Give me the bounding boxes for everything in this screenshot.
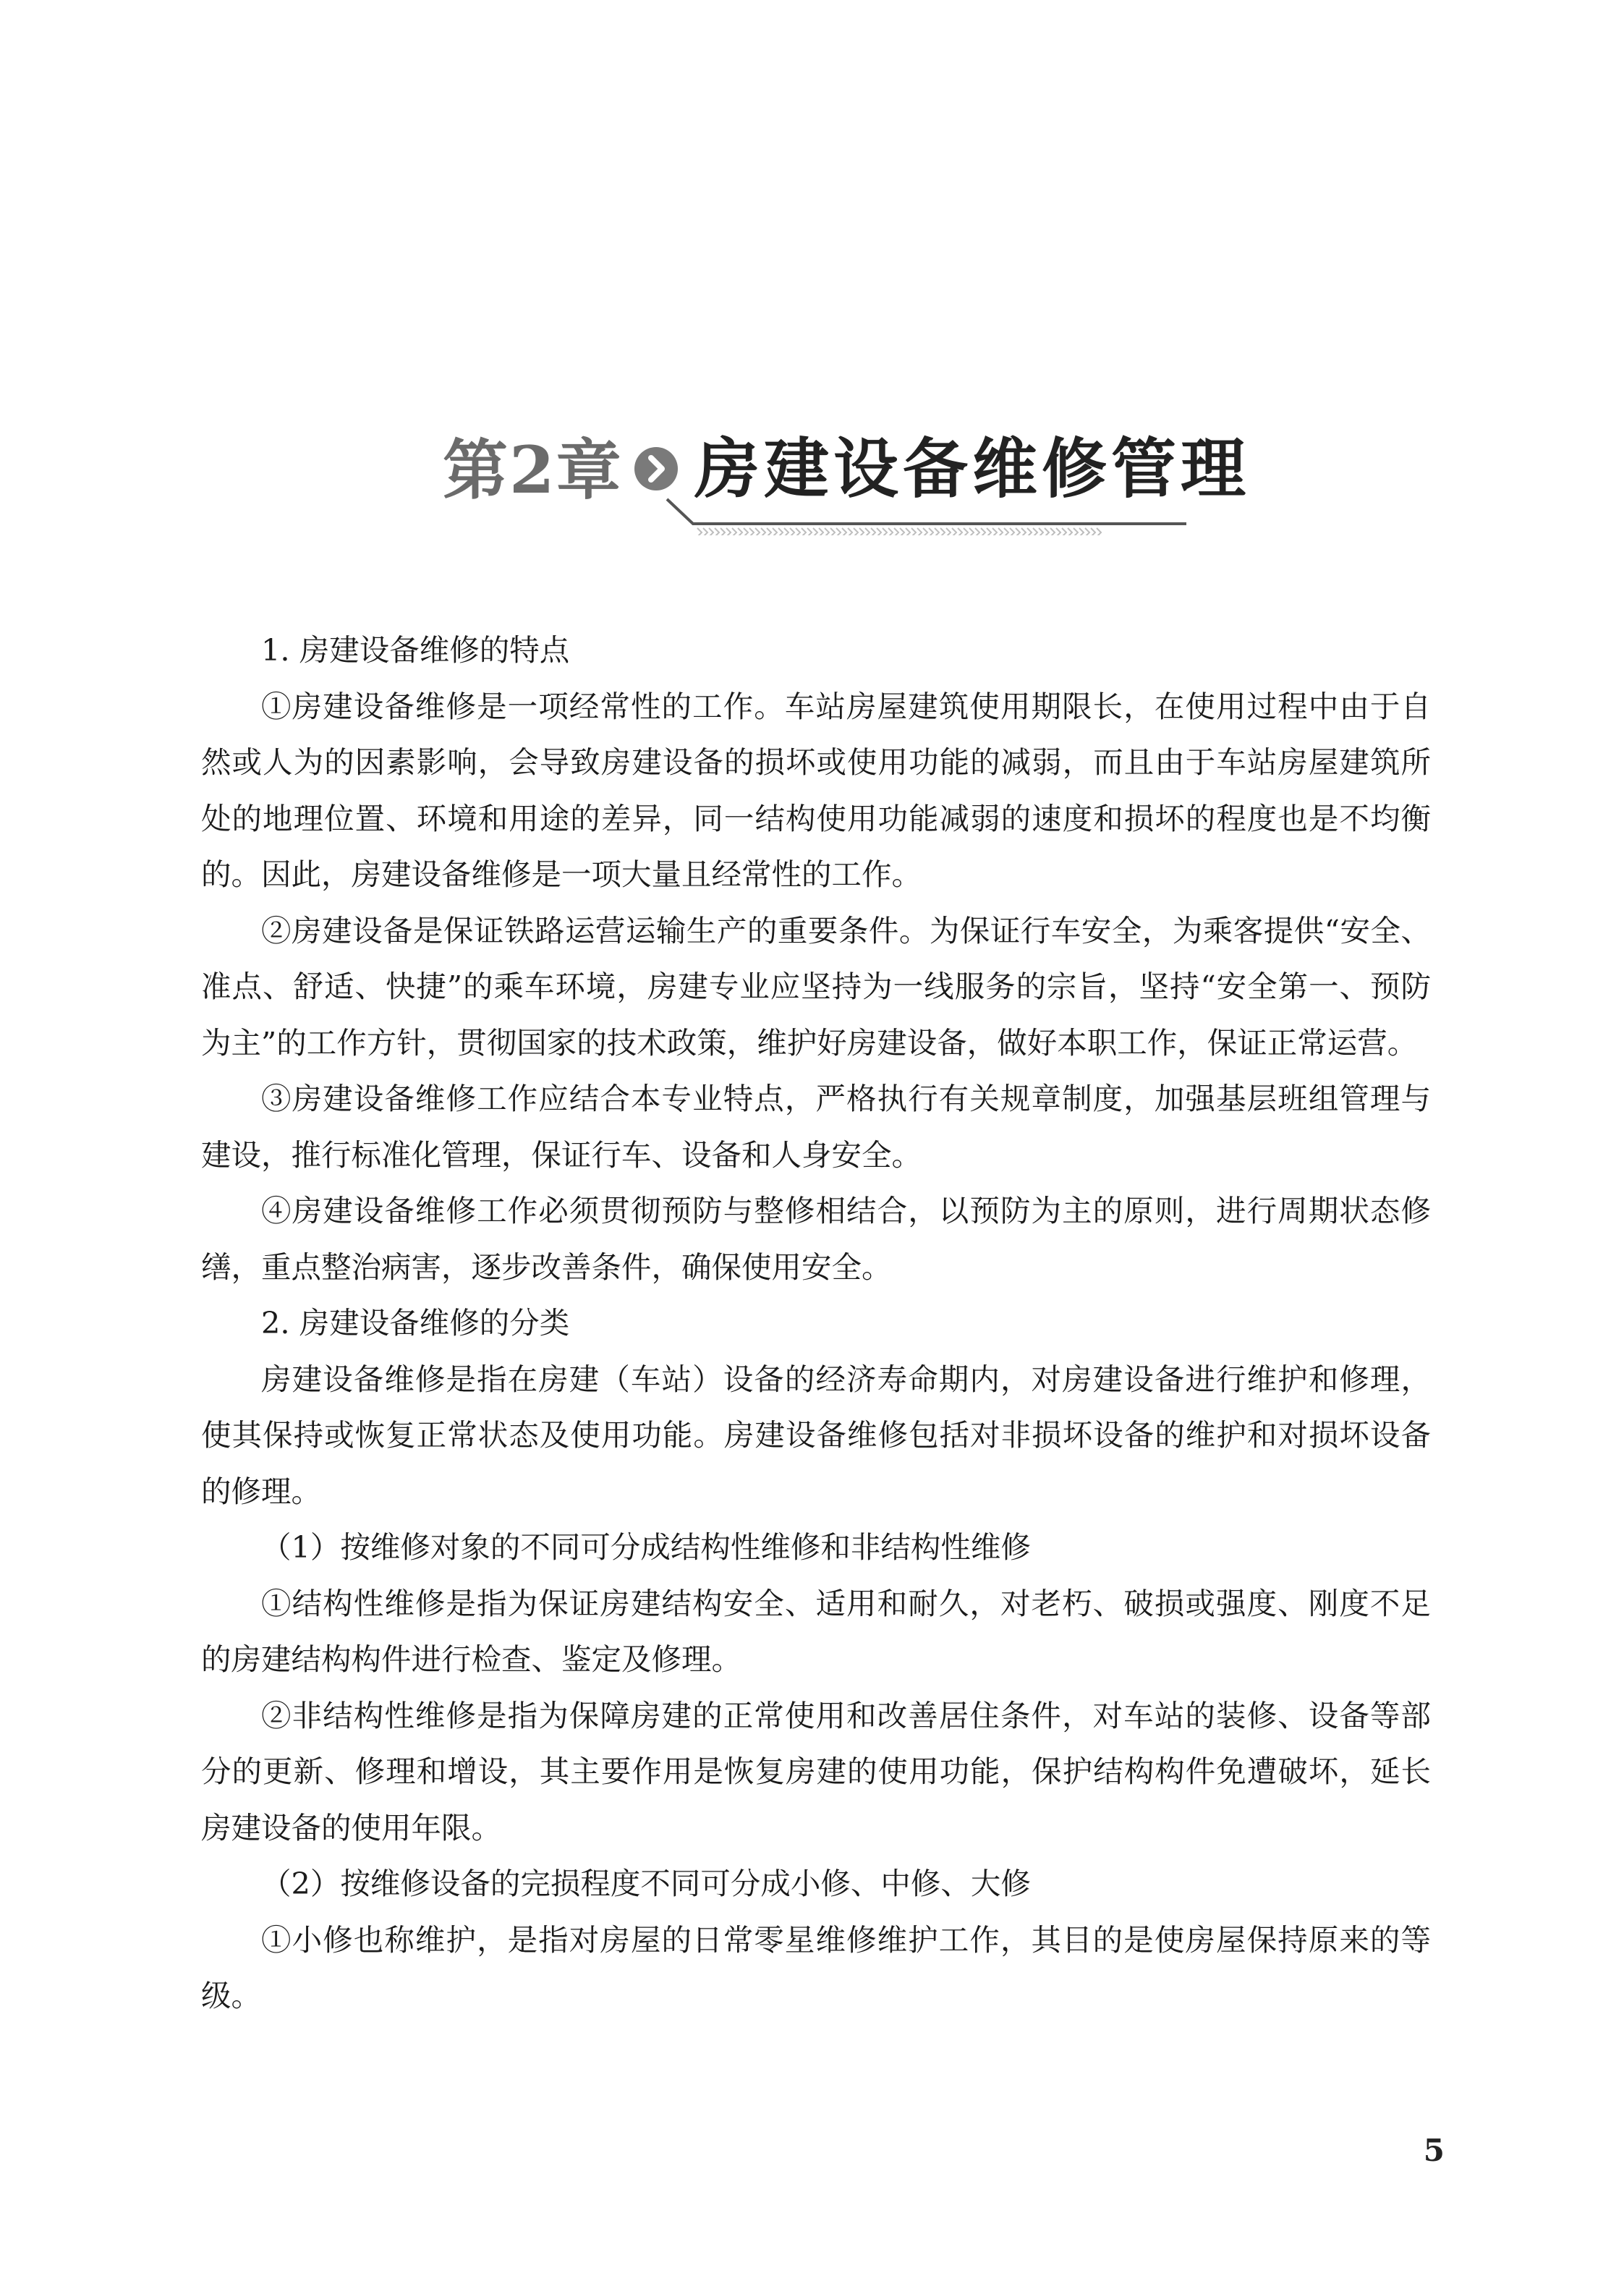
- title-underline-decoration: [651, 492, 1186, 535]
- subsection-heading-2: （2）按维修设备的完损程度不同可分成小修、中修、大修: [261, 1866, 1031, 1901]
- paragraph: 房建设备维修是指在房建（车站）设备的经济寿命期内，对房建设备进行维护和修理，使其保持或恢复正常状态及使用功能。房建设备维修包括对非损坏设备的维护和对损坏设备的修理。: [201, 1361, 1431, 1509]
- paragraph: ①结构性维修是指为保证房建结构安全、适用和耐久，对老朽、破损或强度、刚度不足的房建结构构件进行检查、鉴定及修理。: [201, 1585, 1431, 1677]
- subsection-heading-1: （1）按维修对象的不同可分成结构性维修和非结构性维修: [261, 1529, 1031, 1565]
- paragraph: ①小修也称维护，是指对房屋的日常零星维修维护工作，其目的是使房屋保持原来的等级。: [201, 1921, 1431, 2013]
- chevron-right-icon: [631, 443, 681, 494]
- paragraph: ②房建设备是保证铁路运营运输生产的重要条件。为保证行车安全，为乘客提供“安全、准点、舒适、快捷”的乘车环境，房建专业应坚持为一线服务的宗旨，坚持“安全第一、预防为主”的工作方针，贯彻国家的技术政策，维护好房建设备，做好本职工作，保证正常运营。: [201, 912, 1431, 1061]
- body-text: [201, 622, 1431, 2024]
- section-heading-1: 1. 房建设备维修的特点: [261, 632, 570, 668]
- paragraph: ③房建设备维修工作应结合本专业特点，严格执行有关规章制度，加强基层班组管理与建设，推行标准化管理，保证行车、设备和人身安全。: [201, 1081, 1431, 1173]
- paragraph: ①房建设备维修是一项经常性的工作。车站房屋建筑使用期限长，在使用过程中由于自然或人为的因素影响，会导致房建设备的损坏或使用功能的减弱，而且由于车站房屋建筑所处的地理位置、环境和用途的差异，同一结构使用功能减弱的速度和损坏的程度也是不均衡的。因此，房建设备维修是一项大量且经常性的工作。: [201, 688, 1431, 892]
- paragraph: ②非结构性维修是指为保障房建的正常使用和改善居住条件，对车站的装修、设备等部分的更新、修理和增设，其主要作用是恢复房建的使用功能，保护结构构件免遭破坏，延长房建设备的使用年限。: [201, 1697, 1431, 1845]
- paragraph: ④房建设备维修工作必须贯彻预防与整修相结合，以预防为主的原则，进行周期状态修缮，重点整治病害，逐步改善条件，确保使用安全。: [201, 1193, 1431, 1285]
- section-heading-2: 2. 房建设备维修的分类: [261, 1305, 570, 1341]
- chapter-title: 房建设备维修管理: [694, 430, 1250, 507]
- chapter-heading: [0, 416, 1624, 561]
- page-number: 5: [1423, 2133, 1445, 2168]
- chapter-number: 第2章: [443, 432, 623, 509]
